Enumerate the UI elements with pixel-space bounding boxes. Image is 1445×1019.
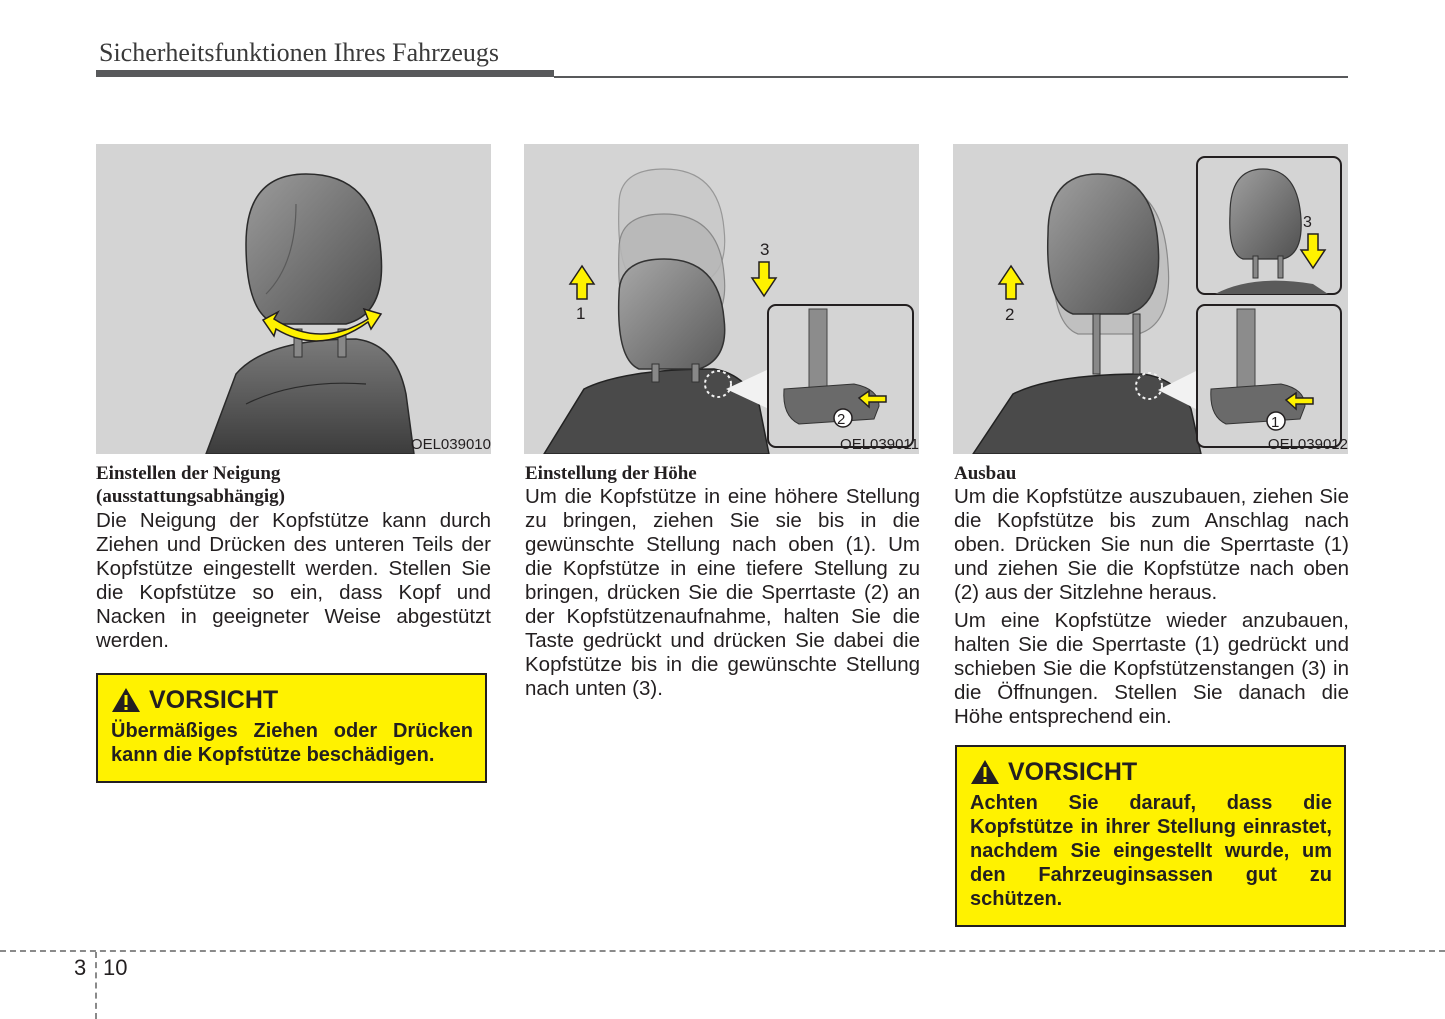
section-subheading: (ausstattungsabhängig) bbox=[96, 486, 285, 507]
headrest-removal-illustration bbox=[953, 144, 1348, 454]
figure-code: OEL039010 bbox=[410, 436, 491, 453]
figure-height-adjustment bbox=[524, 144, 919, 454]
section-heading: Einstellung der Höhe bbox=[525, 463, 697, 484]
warning-title: VORSICHT bbox=[1008, 758, 1138, 786]
section-removal bbox=[954, 462, 1349, 729]
footer-rule bbox=[0, 950, 1445, 952]
headrest-tilt-illustration bbox=[96, 144, 491, 454]
section-paragraph: Um die Kopfstütze auszubauen, ziehen Sie die Kopfstütze bis zum Anschlag nach oben. Drücken Sie nun die Sperrtaste (1) und ziehen Sie die Kopfstütze nach oben (2) aus der Sitzlehne heraus. bbox=[954, 485, 1349, 604]
chapter-number: 3 bbox=[74, 955, 87, 980]
headrest-height-illustration bbox=[524, 144, 919, 454]
warning-text: Übermäßiges Ziehen oder Drücken kann die Kopfstütze beschädigen. bbox=[111, 720, 473, 766]
header-bar bbox=[96, 70, 554, 77]
label-1: 1 bbox=[576, 304, 586, 323]
warning-box bbox=[96, 673, 487, 783]
warning-header bbox=[970, 757, 1332, 787]
up-arrow-icon bbox=[999, 266, 1023, 299]
down-arrow-icon bbox=[752, 262, 776, 296]
footer-divider bbox=[95, 952, 97, 1019]
section-height bbox=[525, 462, 920, 701]
warning-box bbox=[955, 745, 1346, 927]
label-2: 2 bbox=[1005, 305, 1015, 324]
figure-tilt-adjustment bbox=[96, 144, 491, 454]
warning-text: Achten Sie darauf, dass die Kopfstütze in ihrer Stellung einrastet, nachdem Sie eingestellt wurde, um den Fahrzeuginsassen gut zu schützen. bbox=[970, 792, 1332, 910]
label-1: 1 bbox=[1271, 414, 1280, 431]
warning-header bbox=[111, 685, 473, 715]
figure-code: OEL039012 bbox=[1267, 436, 1348, 453]
figure-removal bbox=[953, 144, 1348, 454]
up-arrow-icon bbox=[570, 266, 594, 299]
section-paragraph: Die Neigung der Kopfstütze kann durch Ziehen und Drücken des unteren Teils der Kopfstütze eingestellt werden. Stellen Sie die Kopfstütze so ein, dass Kopf und Nacken in geeigneter Weise abgestützt werden. bbox=[96, 509, 491, 652]
section-heading: Einstellen der Neigung bbox=[96, 463, 281, 484]
figure-code: OEL039011 bbox=[840, 436, 919, 453]
page-header-title: Sicherheitsfunktionen Ihres Fahrzeugs bbox=[99, 38, 500, 67]
warning-triangle-icon bbox=[970, 759, 1000, 785]
label-3: 3 bbox=[1303, 214, 1312, 231]
page-number: 10 bbox=[103, 955, 128, 980]
section-tilt bbox=[96, 462, 491, 653]
header-rule bbox=[554, 76, 1348, 78]
section-heading: Ausbau bbox=[954, 463, 1017, 484]
section-paragraph: Um die Kopfstütze in eine höhere Stellung zu bringen, ziehen Sie sie bis in die gewünschte Stellung nach oben (1). Um die Kopfstütze in eine tiefere Stellung zu bringen, drücken Sie die Sperrtaste (2) an der Kopfstützenaufnahme, halten Sie die Taste gedrückt und drücken Sie dabei die Kopfstütze bis in die gewünschte Stellung nach unten (3). bbox=[525, 485, 920, 700]
warning-title: VORSICHT bbox=[149, 686, 279, 714]
warning-triangle-icon bbox=[111, 687, 141, 713]
section-paragraph: Um eine Kopfstütze wieder anzubauen, halten Sie die Sperrtaste (1) gedrückt und schieben Sie die Kopfstützenstangen (3) in die Öffnungen. Stellen Sie danach die Höhe entsprechend ein. bbox=[954, 609, 1349, 728]
label-3: 3 bbox=[760, 240, 770, 259]
label-2: 2 bbox=[837, 411, 846, 428]
